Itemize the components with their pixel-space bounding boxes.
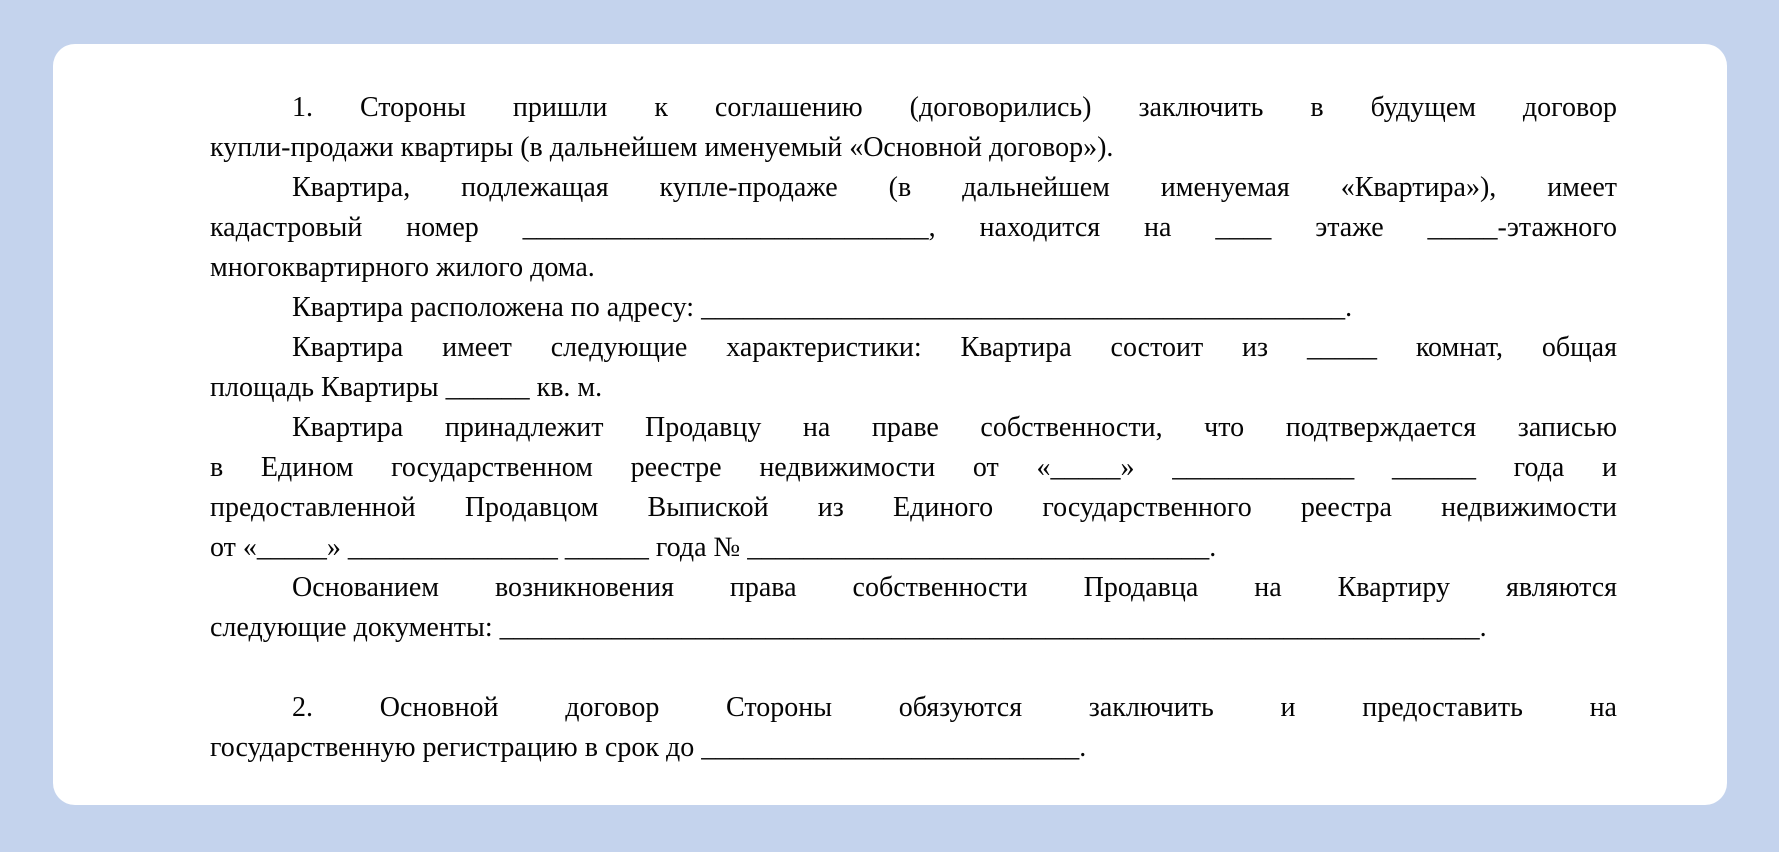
fill-in-blank-field: _____ <box>1306 332 1377 363</box>
text-line: 1. Стороны пришли к соглашению (договорились) заключить в будущем договор <box>292 92 1617 123</box>
fill-in-blank-field: ______ <box>445 372 530 403</box>
text-line: Квартира принадлежит Продавцу на праве собственности, что подтверждается записью <box>292 412 1617 443</box>
fill-in-blank-field: _____________________________ <box>522 212 929 243</box>
fill-in-blank-field: ___________________________ <box>701 732 1080 763</box>
fill-in-blank-field: _____ <box>1050 452 1121 483</box>
contract-paragraph <box>210 688 1617 768</box>
text-line: Квартира, подлежащая купле-продаже (в дальнейшем именуемая «Квартира»), имеет <box>292 172 1617 203</box>
document-page <box>53 44 1727 805</box>
fill-in-blank-field: _____________ <box>1172 452 1355 483</box>
text-line: 2. Основной договор Стороны обязуются заключить и предоставить на <box>292 692 1617 723</box>
text-line: государственную регистрацию в срок до ___________________________. <box>210 732 1087 763</box>
contract-paragraph <box>210 288 1617 328</box>
fill-in-blank-field: ______ <box>564 532 649 563</box>
text-line: Квартира имеет следующие характеристики: Квартира состоит из _____ комнат, общая <box>292 332 1617 363</box>
contract-paragraph <box>210 408 1617 568</box>
text-line: кадастровый номер _____________________________, находится на ____ этаже _____-этажного <box>210 212 1617 243</box>
fill-in-blank-field: ____ <box>1215 212 1272 243</box>
fill-in-blank-field: _____ <box>256 532 327 563</box>
fill-in-blank-field: ______________________________________________________________________ <box>499 612 1480 643</box>
fill-in-blank-field: _______________ <box>347 532 558 563</box>
contract-paragraph <box>210 568 1617 648</box>
text-line: следующие документы: ______________________________________________________________________. <box>210 612 1487 643</box>
text-line: предоставленной Продавцом Выпиской из Единого государственного реестра недвижимости <box>210 492 1617 523</box>
contract-text <box>210 88 1617 768</box>
fill-in-blank-field: ______ <box>1391 452 1476 483</box>
text-line: купли-продажи квартиры (в дальнейшем именуемый «Основной договор»). <box>210 132 1114 163</box>
fill-in-blank-field: ______________________________________________ <box>701 292 1346 323</box>
contract-paragraph <box>210 88 1617 168</box>
text-line: площадь Квартиры ______ кв. м. <box>210 372 603 403</box>
text-line: Квартира расположена по адресу: ______________________________________________. <box>292 292 1353 323</box>
fill-in-blank-field: _____ <box>1427 212 1498 243</box>
contract-paragraph <box>210 328 1617 408</box>
text-line: Основанием возникновения права собственности Продавца на Квартиру являются <box>292 572 1617 603</box>
fill-in-blank-field: _________________________________ <box>747 532 1210 563</box>
text-line: многоквартирного жилого дома. <box>210 252 595 283</box>
text-line: в Едином государственном реестре недвижимости от «_____» _____________ ______ года и <box>210 452 1617 483</box>
text-line: от «_____» _______________ ______ года № _________________________________. <box>210 532 1217 563</box>
contract-paragraph <box>210 168 1617 288</box>
